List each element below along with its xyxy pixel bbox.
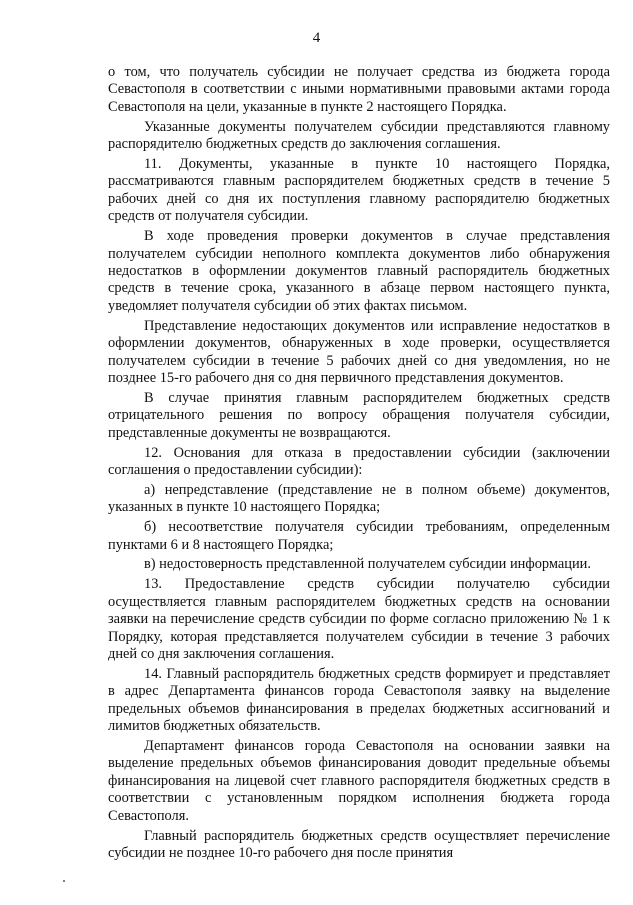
page-number: 4 xyxy=(312,30,321,46)
paragraph-8: а) непредставление (представление не в полном объеме) документов, указанных в пункте 10 настоящего Порядка; xyxy=(108,481,610,516)
document-body xyxy=(108,64,610,865)
scan-speck xyxy=(63,880,65,882)
paragraph-3: 11. Документы, указанные в пункте 10 настоящего Порядка, рассматриваются главным распорядителем бюджетных средств в течение 5 рабочих дней со дня их поступления главному распорядителю бюджетных средств от получателя субсидии. xyxy=(108,156,610,225)
paragraph-2: Указанные документы получателем субсидии представляются главному распорядителю бюджетных средств до заключения соглашения. xyxy=(108,118,610,153)
paragraph-9: б) несоответствие получателя субсидии требованиям, определенным пунктами 6 и 8 настоящего Порядка; xyxy=(108,519,610,553)
paragraph-10: в) недостоверность представленной получателем субсидии информации. xyxy=(144,556,591,573)
paragraph-4: В ходе проведения проверки документов в случае представления получателем субсидии неполного комплекта документов либо обнаружения недостатков в оформлении документов главный распорядитель бюджетных средств в течение срока, указанного в абзаце первом настоящего пункта, уведомляет получателя субсидии об этих фактах письмом. xyxy=(108,228,610,314)
paragraph-1: о том, что получатель субсидии не получает средства из бюджета города Севастополя в соответствии с иными нормативными правовыми актами города Севастополя на цели, указанные в пункте 2 настоящего Порядка. xyxy=(108,64,610,115)
paragraph-11: 13. Предоставление средств субсидии получателю субсидии осуществляется главным распорядителем бюджетных средств на основании заявки на перечисление средств субсидии по форме согласно приложению № 1 к Порядку, которая представляется получателем субсидии в течение 3 рабочих дней со дня заключения соглашения. xyxy=(108,576,610,662)
paragraph-5: Представление недостающих документов или исправление недостатков в оформлении документов, обнаруженных в ходе проверки, осуществляется получателем субсидии в течение 5 рабочих дней со дня уведомления, но не позднее 15-го рабочего дня со дня первичного представления документов. xyxy=(108,317,610,386)
paragraph-6: В случае принятия главным распорядителем бюджетных средств отрицательного решения по вопросу обращения получателя субсидии, представленные документы не возвращаются. xyxy=(108,389,610,441)
paragraph-12: 14. Главный распорядитель бюджетных средств формирует и представляет в адрес Департамента финансов города Севастополя заявку на выделение предельных объемов финансирования в пределах бюджетных ассигнований и лимитов бюджетных обязательств. xyxy=(108,665,610,735)
paragraph-14: Главный распорядитель бюджетных средств осуществляет перечисление субсидии не позднее 10-го рабочего дня после принятия xyxy=(108,827,610,861)
paragraph-7: 12. Основания для отказа в предоставлении субсидии (заключении соглашения о предоставлении субсидии): xyxy=(108,444,610,478)
paragraph-13: Департамент финансов города Севастополя на основании заявки на выделение предельных объемов финансирования доводит предельные объемы финансирования на лицевой счет главного распорядителя бюджетных средств в соответствии с установленным порядком исполнения бюджета города Севастополя. xyxy=(108,738,610,824)
